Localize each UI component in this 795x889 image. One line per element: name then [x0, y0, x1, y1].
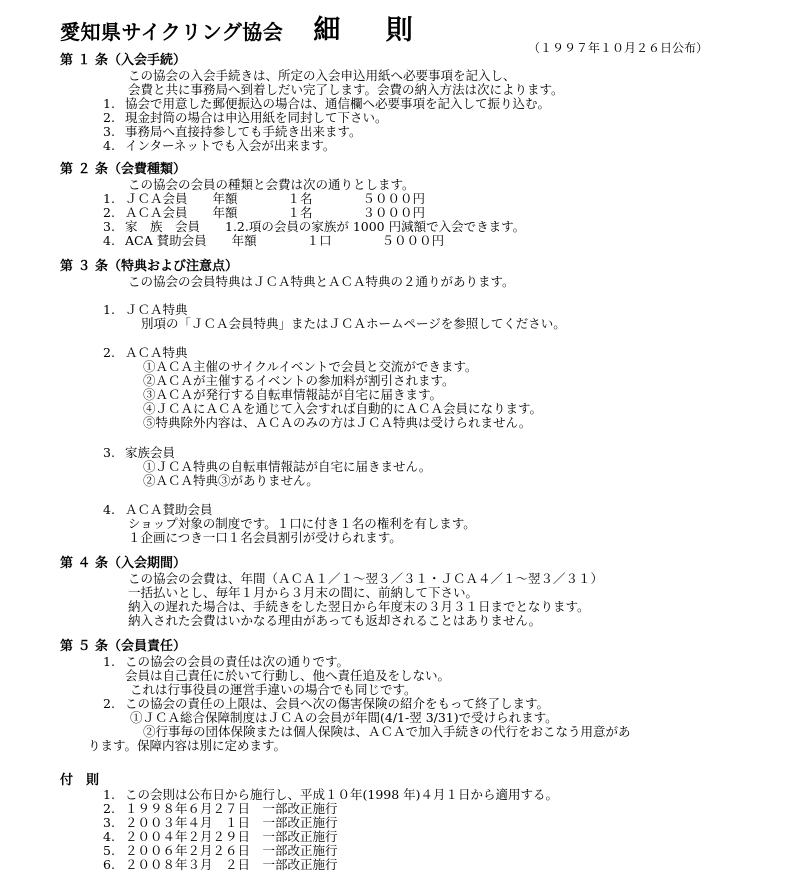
- article-1-text: 会費と共に事務局へ到着しだい完了します。会費の納入方法は次によります。: [128, 82, 564, 97]
- subsection-title: 3. 家族会員: [103, 445, 176, 460]
- list-item: 4. ACA 賛助会員 年額 １口 ５０００円: [103, 233, 445, 248]
- list-item: 1. この会則は公布日から施行し、平成１０年(1998 年)４月１日から適用する。: [103, 787, 559, 802]
- org-name: 愛知県サイクリング協会: [60, 20, 284, 44]
- list-item: 2. この協会の責任の上限は、会員へ次の傷害保険の紹介をもって終了します。: [103, 696, 550, 711]
- article-4-text: 納入の遅れた場合は、手続きをした翌日から年度末の３月３１日までとなります。: [128, 599, 590, 614]
- subsection-text: ④ＪＣＡにＡＣＡを通じて入会すれば自動的にＡＣＡ会員になります。: [143, 401, 543, 416]
- list-item: 6. ２００８年３月 ２日 一部改正施行: [103, 857, 338, 872]
- list-item: 3. 家 族 会員 1.2.項の会員の家族が 1000 円減額で入会できます。: [103, 219, 526, 234]
- publication-date: （１９９７年１０月２６日公布）: [528, 41, 709, 55]
- article-5-text: ①ＪＣＡ総合保障制度はＪＣＡの会員が年間(4/1-翌 3/31)で受けられます。: [130, 710, 558, 725]
- list-item: 5. ２００６年２月２６日 一部改正施行: [103, 843, 338, 858]
- article-4-text: この協会の会費は、年間（ＡＣＡ１／１～翌３／３１・ＪＣＡ４／１～翌３／３１）: [128, 571, 604, 586]
- list-item: 4. インターネットでも入会が出来ます。: [103, 138, 336, 153]
- subsection-title: 2. ＡＣＡ特典: [103, 345, 188, 360]
- list-item: 2. ＡＣＡ会員 年額 １名 ３０００円: [103, 205, 426, 220]
- article-1-text: この協会の入会手続きは、所定の入会申込用紙へ必要事項を記入し、: [128, 68, 516, 83]
- list-item: 3. 事務局へ直接持参しても手続き出来ます。: [103, 124, 362, 139]
- list-item: 3. ２００３年４月 １日 一部改正施行: [103, 815, 338, 830]
- article-4-text: 一括払いとし、毎年１月から３月末の間に、前納して下さい。: [128, 585, 479, 600]
- article-2-heading: 第 ２ 条（会費種類）: [60, 162, 187, 177]
- list-item: 1. この協会の会員の責任は次の通りです。: [103, 654, 350, 669]
- list-item: 2. １９９８年６月２７日 一部改正施行: [103, 801, 338, 816]
- list-item: 4. ２００４年２月２９日 一部改正施行: [103, 829, 338, 844]
- subsection-title: 1. ＪＣＡ特典: [103, 302, 188, 317]
- subsection-text: ②ＡＣＡが主催するイベントの参加料が割引されます。: [143, 373, 455, 388]
- article-3-heading: 第 ３ 条（特典および注意点）: [60, 259, 239, 274]
- article-5-text: ②行事毎の団体保険または個人保険は、ＡＣＡで加入手続きの代行をおこなう用意があ: [143, 724, 631, 739]
- subsection-text: ⑤特典除外内容は、ＡＣＡのみの方はＪＣＡ特典は受けられません。: [143, 415, 532, 430]
- subsection-text: ①ＪＣＡ特典の自転車情報誌が自宅に届きません。: [143, 459, 432, 474]
- article-3-text: この協会の会員特典はＪＣＡ特典とＡＣＡ特典の２通りがあります。: [128, 274, 515, 289]
- article-1-heading: 第 １ 条（入会手続）: [60, 53, 187, 68]
- subsection-text: １企画につき一口１名会員割引が受けられます。: [128, 530, 402, 545]
- document-type: 細 則: [313, 15, 431, 46]
- article-5-text: ります。保障内容は別に定めます。: [88, 738, 287, 753]
- list-item: 1. ＪＣＡ会員 年額 １名 ５０００円: [103, 191, 426, 206]
- list-item: 2. 現金封筒の場合は申込用紙を同封して下さい。: [103, 110, 388, 125]
- article-5-heading: 第 ５ 条（会員責任）: [60, 639, 187, 654]
- subsection-title: 4. ＡＣＡ賛助会員: [103, 502, 213, 517]
- subsection-text: ショップ対象の制度です。１口に付き１名の権利を有します。: [128, 516, 476, 531]
- article-4-heading: 第 ４ 条（入会期間）: [60, 556, 187, 571]
- article-4-text: 納入された会費はいかなる理由があっても返却されることはありません。: [128, 613, 542, 628]
- subsection-text: ①ＡＣＡ主催のサイクルイベントで会員と交流ができます。: [143, 359, 478, 374]
- list-item: 1. 協会で用意した郵便振込の場合は、通信欄へ必要事項を記入して振り込む。: [103, 96, 551, 111]
- subsection-text: ②ＡＣＡ特典③がありません。: [143, 473, 319, 488]
- subsection-text: 別項の「ＪＣＡ会員特典」またはＪＣＡホームページを参照してください。: [141, 316, 566, 331]
- article-5-text: 会員は自己責任に於いて行動し、他へ責任追及をしない。: [125, 668, 451, 683]
- article-2-text: この協会の会員の種類と会費は次の通りとします。: [128, 177, 415, 192]
- article-5-text: これは行事役員の運営手違いの場合でも同じです。: [130, 682, 417, 697]
- supplementary-heading: 付 則: [60, 773, 100, 788]
- subsection-text: ③ＡＣＡが発行する自転車情報誌が自宅に届きます。: [143, 387, 443, 402]
